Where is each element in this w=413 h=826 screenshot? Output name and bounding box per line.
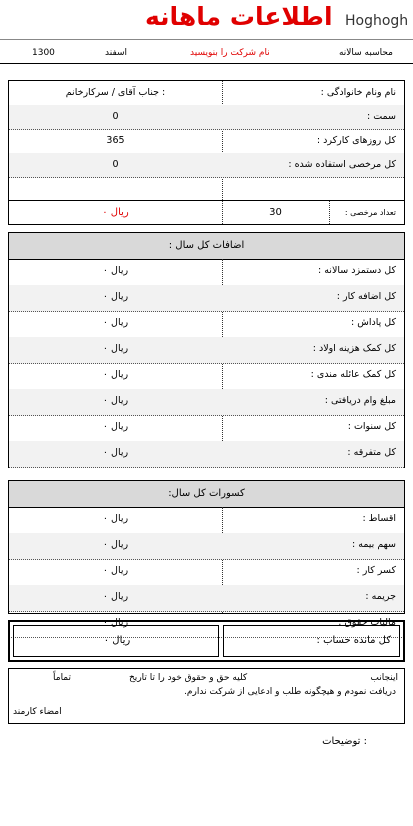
table-row [9, 259, 404, 286]
app-name: Hoghogh [345, 13, 409, 29]
row-value: ریال ۰ [102, 265, 129, 276]
row-label: کل اضافه کار : [336, 291, 396, 302]
balance-label: کل مانده حساب : [316, 635, 391, 646]
row-label: کسر کار : [356, 565, 396, 576]
name-value: جناب آقای / سرکارخانم : [65, 87, 166, 98]
row-value: ریال ۰ [102, 369, 129, 380]
workdays-label: کل روزهای کارکرد : [316, 135, 396, 146]
table-row [9, 363, 404, 390]
row-label: کل سنوات : [347, 421, 396, 432]
row-label: مبلغ وام دریافتی : [324, 395, 396, 406]
row-label: کل کمک عائله مندی : [310, 369, 396, 380]
row-label: کل پاداش : [351, 317, 396, 328]
declaration-start: اینجانب [370, 673, 398, 683]
row-value: ریال ۰ [102, 395, 129, 406]
row-label: کل دستمزد سالانه : [317, 265, 396, 276]
month: اسفند [105, 48, 128, 58]
row-value: ریال ۰ [102, 421, 129, 432]
declaration-mid: کلیه حق و حقوق خود را تا تاریخ [129, 673, 248, 683]
seniority-label: سمت : [366, 111, 396, 122]
row-label: کل کمک هزینه اولاد : [312, 343, 396, 354]
row-value: ریال ۰ [102, 539, 129, 550]
leave-count-value: 30 [269, 207, 282, 218]
table-row [9, 533, 404, 560]
workdays-value: 365 [106, 135, 125, 146]
table-row [9, 337, 404, 364]
row-value: ریال ۰ [102, 591, 129, 602]
table-row [9, 389, 404, 416]
row-value: ریال ۰ [102, 513, 129, 524]
table-row [9, 415, 404, 442]
footer-block [8, 668, 405, 724]
deductions-header: کسورات کل سال: [168, 488, 245, 499]
row-label: کل متفرقه : [347, 447, 396, 458]
declaration-line2: دریافت نمودم و هیچگونه طلب و ادعایی از شرکت ندارم. [184, 687, 396, 697]
table-row [9, 507, 404, 534]
table-row [9, 559, 404, 586]
row-value: ریال ۰ [102, 317, 129, 328]
additions-block [8, 232, 405, 468]
employee-signature: امضاء کارمند [13, 707, 62, 717]
balance-value: ریال ۰ [103, 635, 131, 646]
notes-label: توضیحات : [322, 736, 367, 747]
deductions-block [8, 480, 405, 628]
accounting-label: محاسبه سالانه [338, 48, 393, 58]
row-value: ریال ۰ [102, 343, 129, 354]
leave-label: کل مرخصی استفاده شده : [288, 159, 396, 170]
meta-row [0, 42, 413, 64]
declaration-end: تماماً [53, 673, 72, 683]
company-name[interactable]: نام شرکت را بنویسید [190, 48, 270, 58]
page-title: اطلاعات ماهانه [145, 2, 333, 31]
row-value: ریال ۰ [102, 447, 129, 458]
balance-block [8, 620, 405, 662]
leave-count-row [8, 200, 405, 225]
table-row [9, 311, 404, 338]
seniority-value: 0 [112, 111, 119, 122]
leave-value: 0 [112, 159, 119, 170]
table-row [9, 441, 404, 468]
year: 1300 [32, 48, 55, 58]
row-value: ریال ۰ [102, 565, 129, 576]
row-value: ریال ۰ [102, 291, 129, 302]
row-value: ریال ۰ [102, 617, 129, 628]
row-label: اقساط : [362, 513, 396, 524]
table-row [9, 285, 404, 312]
name-label: نام ونام خانوادگی : [320, 87, 396, 98]
table-row [9, 585, 404, 612]
row-label: مالیات حقوق : [338, 617, 396, 628]
row-label: جریمه : [365, 591, 396, 602]
leave-count-label: تعداد مرخصی : [344, 208, 396, 217]
leave-amount: ریال ۰ [102, 207, 129, 218]
row-label: سهم بیمه : [352, 539, 396, 550]
additions-header: اضافات کل سال : [168, 240, 245, 251]
